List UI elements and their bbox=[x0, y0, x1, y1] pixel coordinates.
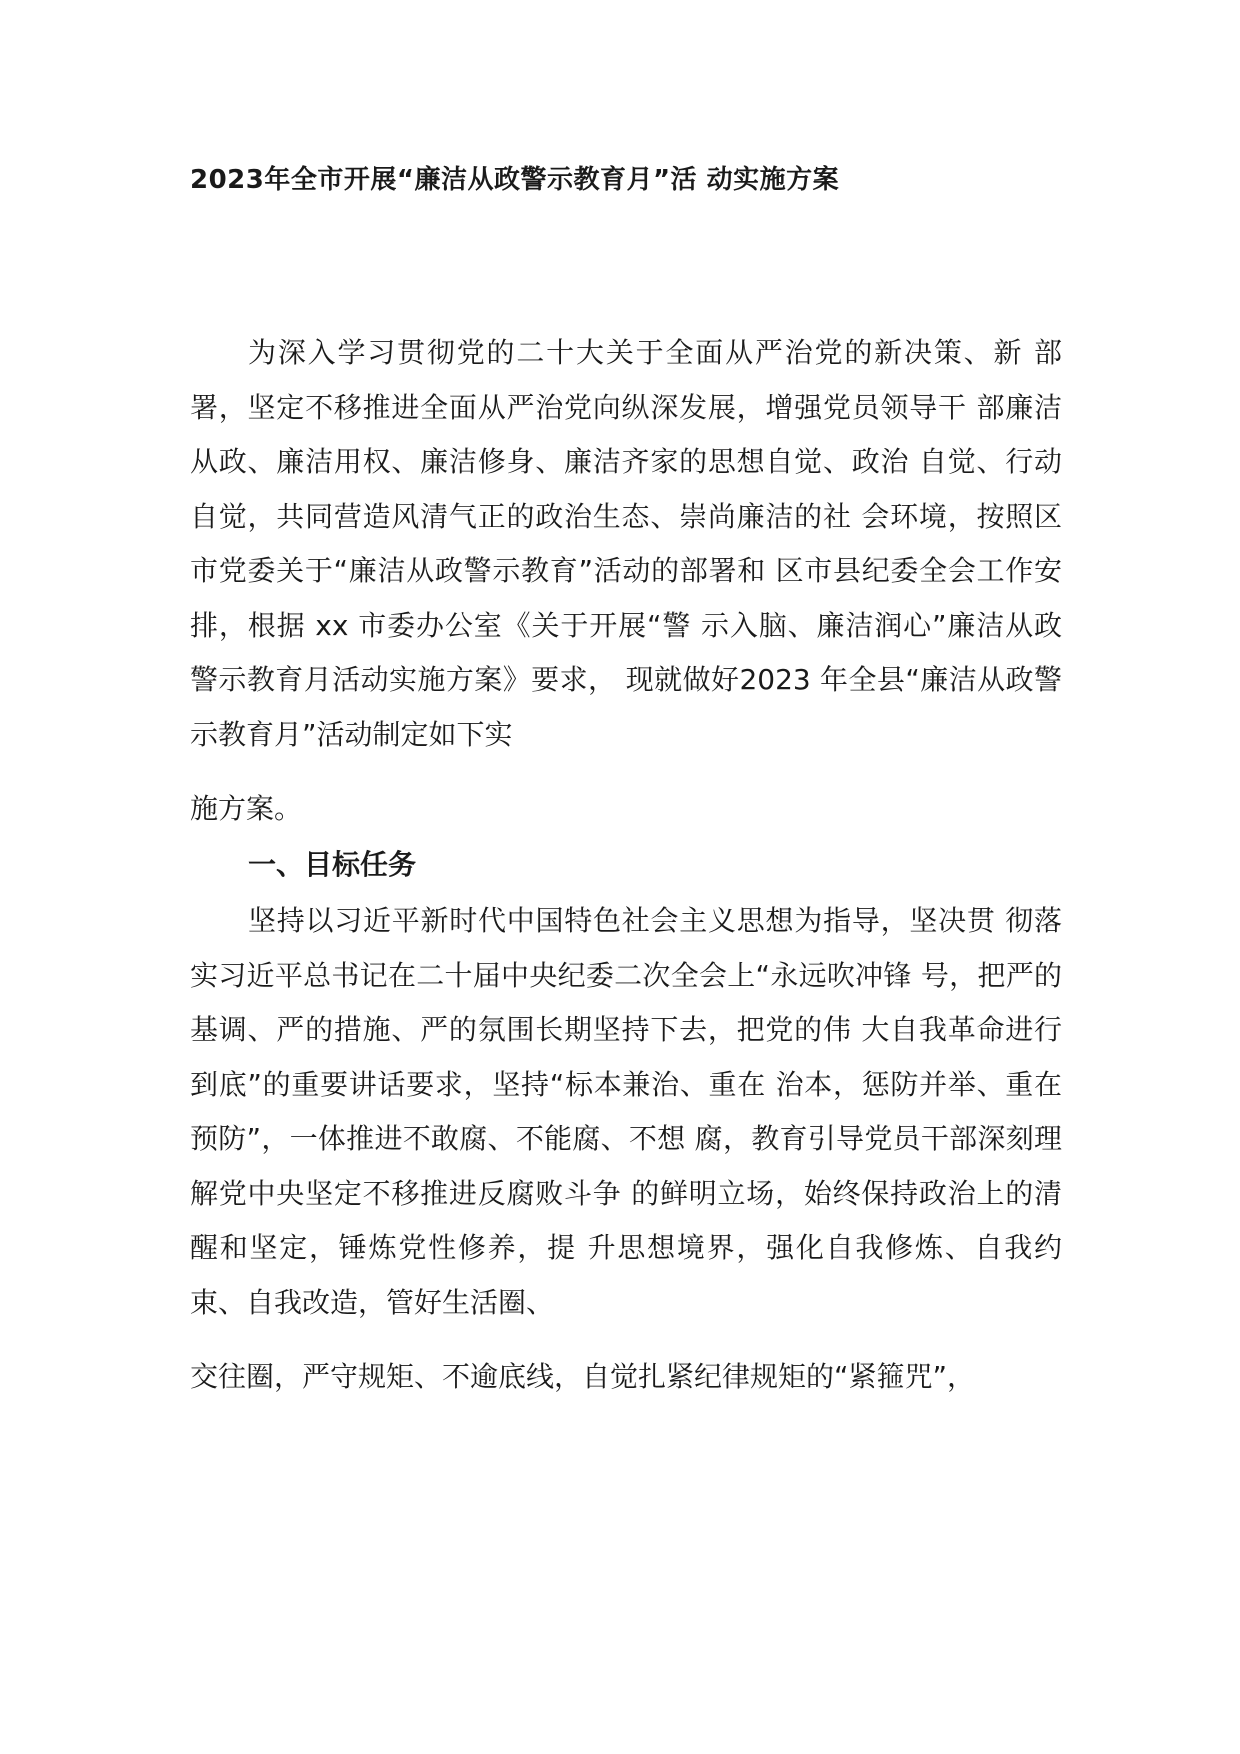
document-title: 2023年全市开展“廉洁从政警示教育月”活 动实施方案 bbox=[190, 165, 840, 195]
intro-paragraph: 为深入学习贯彻党的二十大关于全面从严治党的新决策、新 部署，坚定不移推进全面从严治党向纵深发展，增强党员领导干 部廉洁从政、廉洁用权、廉洁修身、廉洁齐家的思想自觉、政治 自觉、行动自觉，共同营造风清气正的政治生态、崇尚廉洁的社 会环境，按照区市党委关于“廉洁从政警示教育”活动的部署和 区市县纪委全会工作安排，根据 xx 市委办公室《关于开展“警 示入脑、廉洁润心”廉洁从政警示教育月活动实施方案》要求， 现就做好2023 年全县“廉洁从政警示教育月”活动制定如下实 bbox=[190, 336, 1062, 751]
section-heading-goals: 一、目标任务 bbox=[248, 848, 417, 881]
section-1-paragraph: 坚持以习近平新时代中国特色社会主义思想为指导，坚决贯 彻落实习近平总书记在二十届中央纪委二次全会上“永远吹冲锋 号，把严的基调、严的措施、严的氛围长期坚持下去，把党的伟 大自我革命进行到底”的重要讲话要求，坚持“标本兼治、重在 治本，惩防并举、重在预防”，一体推进不敢腐、不能腐、不想 腐，教育引导党员干部深刻理解党中央坚定不移推进反腐败斗争 的鲜明立场，始终保持政治上的清醒和坚定，锤炼党性修养，提 升思想境界，强化自我修炼、自我约束、自我改造，管好生活圈、 bbox=[190, 904, 1062, 1319]
intro-paragraph-continuation: 施方案。 bbox=[190, 792, 303, 825]
section-1-paragraph-continuation: 交往圈，严守规矩、不逾底线，自觉扎紧纪律规矩的“紧箍咒”， bbox=[190, 1360, 976, 1393]
